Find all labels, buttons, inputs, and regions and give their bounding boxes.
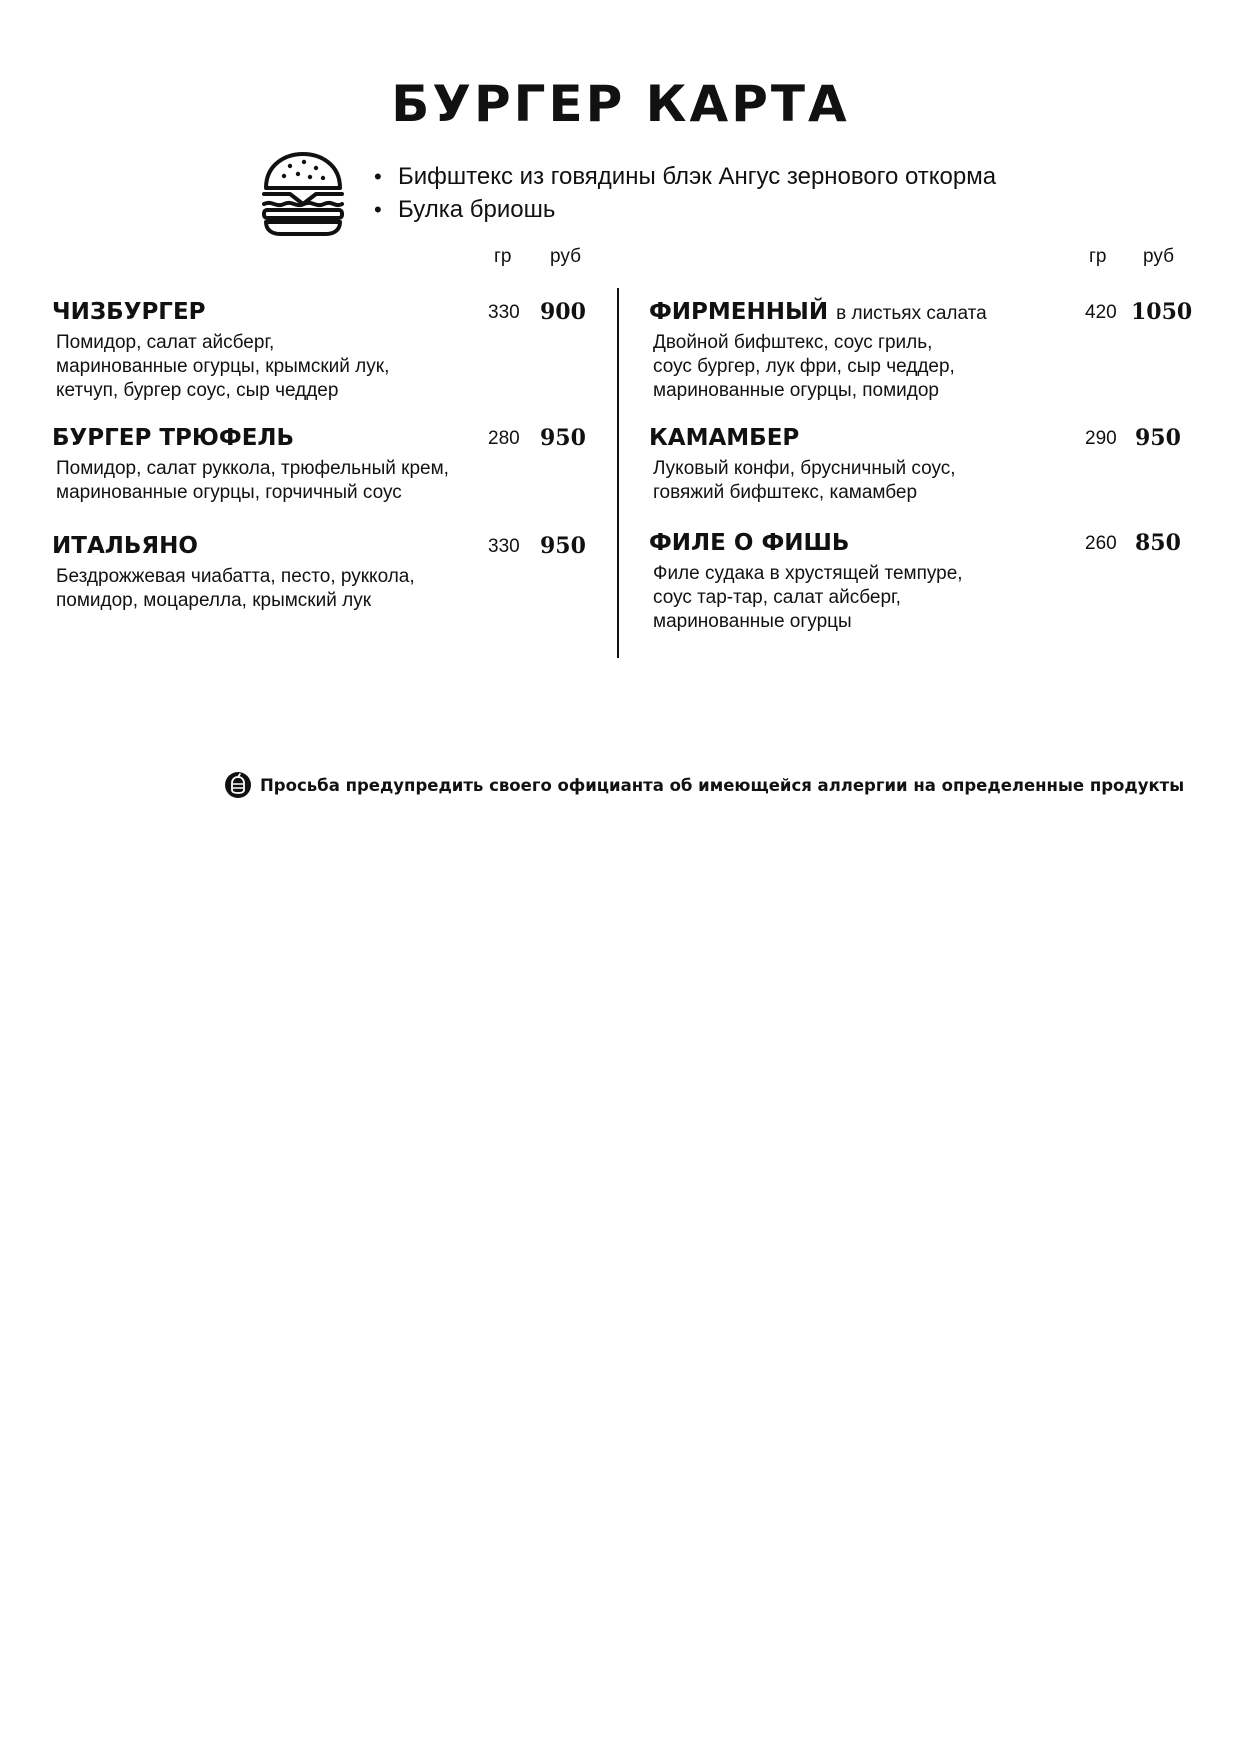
item-name: ЧИЗБУРГЕР [52,299,206,325]
feature-item: • Бифштекс из говядины блэк Ангус зернового откорма [372,160,996,193]
item-description: Филе судака в хрустящей темпуре, соус тар-тар, салат айсберг, маринованные огурцы [653,563,963,632]
item-weight: 280 [488,428,520,449]
item-weight: 330 [488,536,520,557]
right-weight-header: гр [1089,246,1107,267]
item-subtitle: в листьях салата [836,303,987,324]
item-price: 850 [1135,530,1181,556]
item-price: 950 [540,533,586,559]
item-name: ИТАЛЬЯНО [52,533,198,559]
item-description: Двойной бифштекс, соус гриль, соус бургер, лук фри, сыр чеддер, маринованные огурцы, помидор [653,332,955,401]
item-description: Помидор, салат айсберг, маринованные огурцы, крымский лук, кетчуп, бургер соус, сыр чеддер [56,332,390,401]
item-price: 950 [540,425,586,451]
menu-item-signature [649,297,1209,407]
item-description: Помидор, салат руккола, трюфельный крем, маринованные огурцы, горчичный соус [56,458,449,503]
menu-item-camembert [649,423,1209,513]
column-divider [617,288,619,658]
item-name [649,297,987,329]
item-name: ФИЛЕ О ФИШЬ [649,530,850,556]
item-description: Луковый конфи, брусничный соус, говяжий бифштекс, камамбер [653,458,956,503]
left-price-header: руб [550,246,581,267]
item-price: 900 [540,299,586,325]
feature-item: • Булка бриошь [372,193,996,226]
item-weight: 290 [1085,428,1117,449]
item-weight: 260 [1085,533,1117,554]
right-price-header: руб [1143,246,1174,267]
item-name: КАМАМБЕР [649,425,800,451]
features-list [372,160,996,226]
item-price: 1050 [1131,299,1193,325]
menu-item-filet-o-fish [649,528,1209,638]
allergy-icon [224,771,252,799]
allergy-notice-text: Просьба предупредить своего официанта об имеющейся аллергии на определенные продукты [260,775,1185,795]
page-title: БУРГЕР КАРТА [391,75,850,133]
item-weight: 330 [488,302,520,323]
menu-item-italiano [52,531,592,621]
allergy-notice [224,770,1184,800]
item-description: Бездрожжевая чиабатта, песто, руккола, помидор, моцарелла, крымский лук [56,566,415,611]
left-weight-header: гр [494,246,512,267]
item-price: 950 [1135,425,1181,451]
item-name: БУРГЕР ТРЮФЕЛЬ [52,425,295,451]
burger-icon [260,150,346,238]
menu-item-truffle-burger [52,423,592,513]
item-name-text: ФИРМЕННЫЙ [649,299,829,325]
item-weight: 420 [1085,302,1117,323]
menu-item-cheeseburger [52,297,592,407]
